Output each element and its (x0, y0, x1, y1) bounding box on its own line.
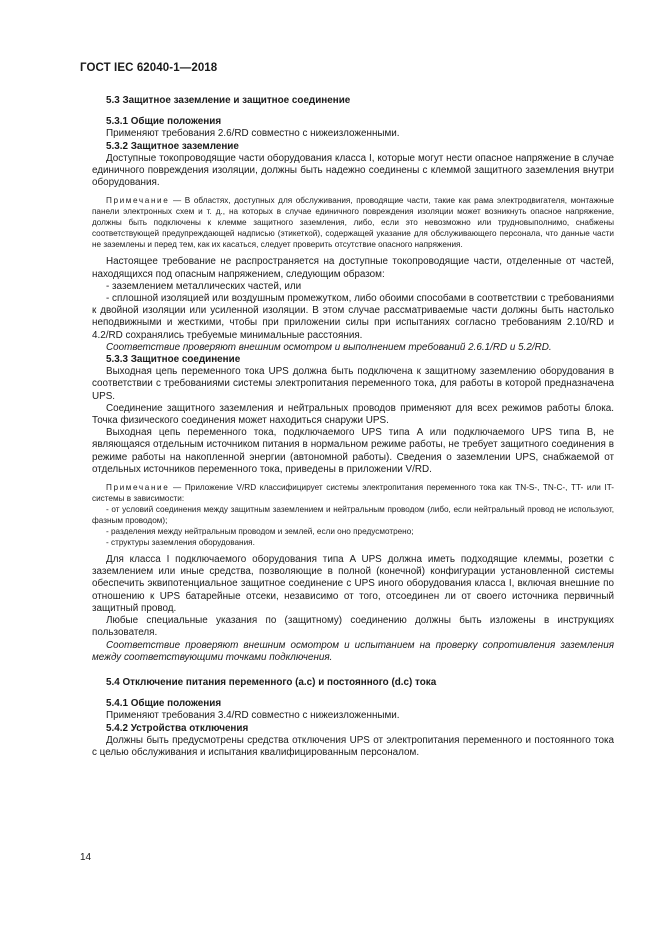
paragraph: Выходная цепь переменного тока UPS должна быть подключена к защитному заземлению оборудования в соответствии с требованиями системы электропитания переменного тока, для работы в которой предназначена UPS. (92, 366, 614, 402)
subsection-title-5-4-2: 5.4.2 Устройства отключения (106, 722, 249, 734)
paragraph: Применяют требования 3.4/RD совместно с нижеизложенными. (106, 710, 400, 722)
subsection-title-5-3-3: 5.3.3 Защитное соединение (106, 354, 241, 366)
paragraph: Применяют требования 2.6/RD совместно с нижеизложенными. (106, 128, 400, 140)
section-title-5-4: 5.4 Отключение питания переменного (a.c) и постоянного (d.c) тока (106, 676, 437, 688)
note-1 (92, 195, 614, 250)
list-item: - заземлением металлических частей, или (106, 280, 302, 292)
note-label: Примечание (106, 196, 170, 206)
subsection-title-5-3-2: 5.3.2 Защитное заземление (106, 140, 239, 152)
paragraph: Для класса I подключаемого оборудования типа A UPS должна иметь подходящие клеммы, розетки с заземлением или иные средства, позволяющие в полной (конечной) конфигурации установленной системы обеспечить эквипотенциальное защитное соединение с UPS иного оборудования класса I, включая внешние по отношению к UPS батарейные отсеки, независимо от того, отсоединен ли от своего источника первичный защитный провод. (92, 554, 614, 614)
list-item: - сплошной изоляцией или воздушным промежутком, либо обоими способами в соответствии с требованиями к двойной изоляции или усиленной изоляции. В этом случае рассматриваемые части должны быть настолько неподвижными и жесткими, чтобы при приложении силы при испытаниях согласно требованиям 2.10/RD и 4.2/RD сохранялись требуемые минимальные расстояния. (92, 293, 614, 341)
page-number: 14 (80, 852, 92, 863)
subsection-title-5-4-1: 5.4.1 Общие положения (106, 698, 222, 710)
note-list-item: - разделения между нейтральным проводом и землей, если оно предусмотрено; (106, 527, 414, 537)
compliance-text: Соответствие проверяют внешним осмотром и выполнением требований 2.6.1/RD и 5.2/RD. (106, 341, 552, 353)
note-list-item: - структуры заземления оборудования. (106, 538, 255, 548)
note-text: — В областях, доступных для обслуживания, проводящие части, такие как рама электродвигателя, монтажные панели электронных схем и т. д., на которых в случае единичного повреждения изоляции может возникнуть опасное напряжение, должны быть подключены к клемме защитного заземления, либо, если это невозможно или трудновыполнимо, снабжены соответствующей предупреждающей надписью (этикеткой), содержащей указание для обслуживающего персонала, что данные части не заземлены и перед тем, как их касаться, следует проверить отсутствие опасного напряжения. (92, 196, 614, 250)
note-list-item: - от условий соединения между защитным заземлением и нейтральным проводом (либо, если нейтральный провод не используют, фазным проводом); (92, 505, 614, 526)
paragraph: Настоящее требование не распространяется на доступные токопроводящие части, отделенные от частей, находящихся под опасным напряжением, следующим образом: (92, 256, 614, 280)
paragraph: Доступные токопроводящие части оборудования класса I, которые могут нести опасное напряжение в случае единичного повреждения изоляции, должны быть надежно соединены с клеммой защитного заземления внутри оборудования. (92, 152, 614, 189)
compliance-text: Соответствие проверяют внешним осмотром и испытанием на проверку сопротивления заземления между соответствующими точками подключения. (92, 639, 614, 663)
standard-header: ГОСТ IEC 62040-1—2018 (80, 62, 218, 74)
note-text: — Приложение V/RD классифицирует системы электропитания переменного тока как TN-S-, TN-C-, TT- или IT-системы в зависимости: (92, 483, 614, 504)
paragraph: Должны быть предусмотрены средства отключения UPS от электропитания переменного и постоянного тока с целью обслуживания и испытания квалифицированным персоналом. (92, 734, 614, 758)
section-5-3 (92, 95, 614, 759)
subsection-title-5-3-1: 5.3.1 Общие положения (106, 116, 222, 128)
section-title-5-3: 5.3 Защитное заземление и защитное соединение (106, 95, 351, 106)
paragraph: Выходная цепь переменного тока, подключаемого UPS типа A или подключаемого UPS типа B, не являющаяся отдельным источником питания в нормальном режиме работы, не требует защитного соединения в режиме работы на накопленной энергии (автономной работы). Сведения о заземлении UPS, снабжаемой от отдельных источников переменного тока, приведены в приложении V/RD. (92, 427, 614, 475)
note-label: Примечание (106, 483, 170, 493)
note-2 (92, 482, 614, 504)
paragraph: Любые специальные указания по (защитному) соединению должны быть изложены в инструкциях пользователя. (92, 615, 614, 639)
paragraph: Соединение защитного заземления и нейтральных проводов применяют для всех режимов работы блока. Точка физического соединения может находиться снаружи UPS. (92, 402, 614, 427)
